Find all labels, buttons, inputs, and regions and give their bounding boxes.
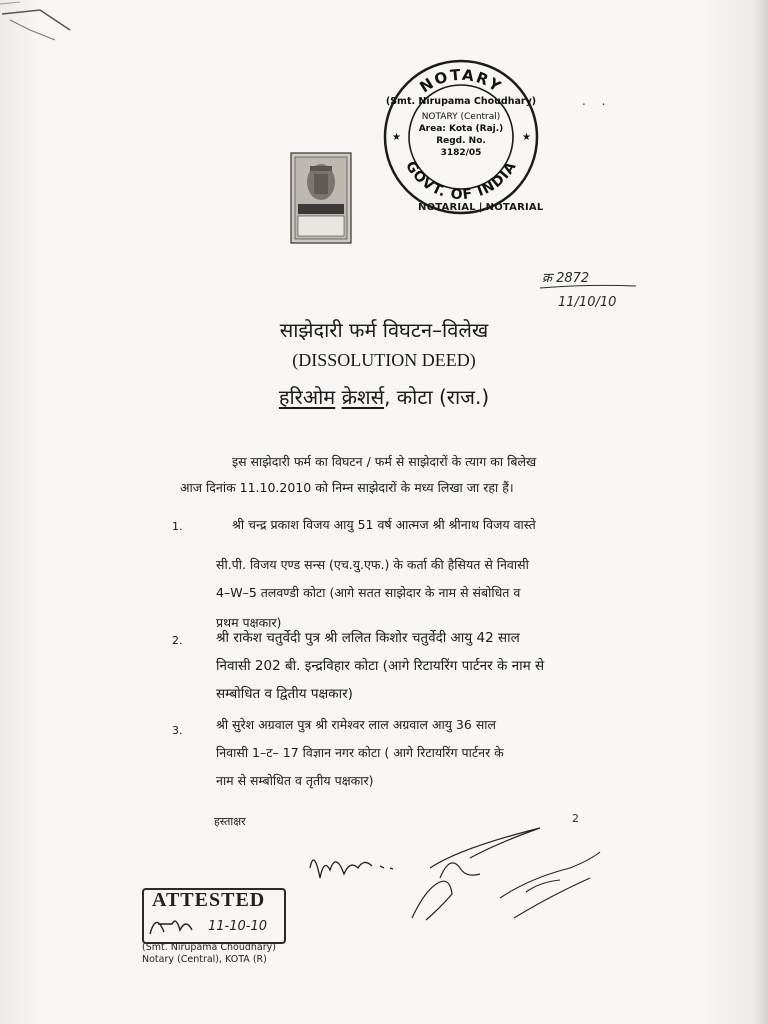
seal-line-1: NOTARY (Central) xyxy=(421,112,501,122)
firm-name-part-1: हरिओम xyxy=(278,385,336,409)
svg-text:NOTARY: NOTARY xyxy=(416,65,506,97)
seal-line-2: Area: Kota (Raj.) xyxy=(418,124,504,134)
ref-line-1: क्र 2872 xyxy=(542,271,590,286)
seal-label-right: NOTARIAL xyxy=(485,202,544,213)
attested-line-1: (Smt. Nirupama Choudhary) xyxy=(142,942,276,953)
party-1-line-3: 4–W–5 तलवण्डी कोटा (आगे सतत साझेदार के नाम से संबोधित व xyxy=(216,585,521,600)
intro-line-2: आज दिनांक 11.10.2010 को निम्न साझेदारों के मध्य लिखा जा रहा हैं। xyxy=(180,480,514,495)
attested-stamp xyxy=(138,886,290,970)
signature-label: हस्ताक्षर xyxy=(214,815,246,828)
fee-stamp xyxy=(290,152,352,244)
ref-line-2: 11/10/10 xyxy=(558,295,617,310)
attested-date: 11-10-10 xyxy=(208,919,268,934)
seal-line-4: 3182/05 xyxy=(440,148,482,158)
party-2-line-3: सम्बोधित व द्वितीय पक्षकार) xyxy=(216,686,353,702)
intro-line-1: इस साझेदारी फर्म का विघटन / फर्म से साझेदारों के त्याग का बिलेख xyxy=(232,454,537,469)
seal-name: (Smt. Nirupama Choudhary) xyxy=(385,96,537,107)
party-1-line-4: प्रथम पक्षकार) xyxy=(216,615,282,630)
party-1-line-2: सी.पी. विजय एण्ड सन्स (एच.यु.एफ.) के कर्ता की हैसियत से निवासी xyxy=(216,557,529,572)
title-hindi: साझेदारी फर्म विघटन–विलेख xyxy=(279,318,489,342)
signatures xyxy=(300,808,620,958)
page-edge-shadow xyxy=(754,0,768,1024)
seal-label-left: NOTARIAL xyxy=(418,202,476,213)
party-1-number: 1. xyxy=(172,520,183,533)
firm-name xyxy=(0,383,768,410)
svg-text:★: ★ xyxy=(392,132,401,143)
party-3-line-2: निवासी 1–ट– 17 विज्ञान नगर कोटा ( आगे रिटायरिंग पार्टनर के xyxy=(216,745,504,760)
party-3-line-3: नाम से सम्बोधित व तृतीय पक्षकार) xyxy=(216,773,374,788)
party-3-line-1: श्री सुरेश अग्रवाल पुत्र श्री रामेश्वर लाल अग्रवाल आयु 36 साल xyxy=(216,717,496,732)
handwritten-reference xyxy=(538,266,638,316)
stray-marks: . . xyxy=(582,94,612,108)
attested-handwriting xyxy=(146,908,286,940)
seal-labels: NOTARIAL | NOTARIAL xyxy=(418,202,544,213)
party-3-number: 3. xyxy=(172,724,183,737)
firm-name-part-2: क्रेशर्स xyxy=(341,385,385,409)
attested-line-2: Notary (Central), KOTA (R) xyxy=(142,954,267,965)
staple-mark xyxy=(0,0,90,50)
party-2-line-2: निवासी 202 बी. इन्द्रविहार कोटा (आगे रिटायरिंग पार्टनर के नाम से xyxy=(216,658,545,674)
seal-line-3: Regd. No. xyxy=(436,136,486,146)
svg-text:★: ★ xyxy=(522,132,531,143)
firm-name-part-3: , कोटा (राज.) xyxy=(384,385,490,409)
attested-title: ATTESTED xyxy=(152,889,266,911)
title-english: (DISSOLUTION DEED) xyxy=(292,350,476,370)
notary-seal xyxy=(382,58,540,216)
party-2-line-1: श्री राकेश चतुर्वेदी पुत्र श्री ललित किशोर चतुर्वेदी आयु 42 साल xyxy=(216,630,520,646)
party-2-number: 2. xyxy=(172,634,183,647)
svg-text:GOVT. OF INDIA: GOVT. OF INDIA xyxy=(402,158,520,204)
page-number: 2 xyxy=(572,812,579,825)
party-1-line-1: श्री चन्द्र प्रकाश विजय आयु 51 वर्ष आत्मज श्री श्रीनाथ विजय वास्ते xyxy=(232,517,536,532)
